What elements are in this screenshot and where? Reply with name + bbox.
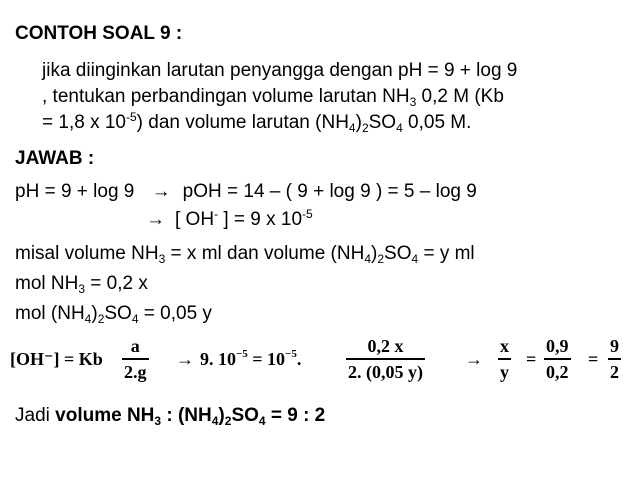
conclusion: Jadi volume $NH_3$ : $(NH_4)_2SO_4 = 9$ : 2 [15, 405, 326, 428]
formula-middle: 9. $10^{-5} = 10^{-5}$. [200, 348, 302, 369]
equals-sign: = [526, 349, 537, 369]
step-oh-concentration: → [ OH- ] = 9 x $10^{-5}$ [146, 207, 313, 230]
problem-title: CONTOH SOAL 9 : [15, 23, 183, 44]
fraction-9-over-2: 9 2 [610, 336, 619, 382]
buffer-formula [10, 333, 630, 389]
step-mol-nh3: mol $NH_3 = 0,2$ x [15, 273, 148, 296]
fraction-mol-ratio: 0,2 x 2. (0,05 y) [348, 336, 423, 382]
arrow-icon: → [146, 209, 165, 230]
question-line-2: , tentukan perbandingan volume larutan $NH_3$ 0,2 M (Kb [42, 86, 504, 109]
arrow-icon: → [151, 181, 171, 202]
equals-sign: = [588, 349, 599, 369]
formula-lhs: [OH⁻] = Kb [10, 349, 103, 369]
fraction-09-over-02: 0,9 0,2 [546, 336, 569, 382]
arrow-icon: → [465, 349, 483, 369]
question-line-1: jika diinginkan larutan penyangga dengan pH = 9 + log 9 [42, 60, 518, 81]
question-line-3: = 1,8 x $10^{-5}$) dan volume larutan $(NH_4)_2SO_4$ 0,05 M. [42, 110, 472, 135]
fraction-x-over-y: x y [500, 336, 509, 382]
arrow-icon: → [176, 349, 194, 369]
step-volume-assumption: misal volume $NH_3 = x$ ml dan volume $(NH_4)_2SO_4 = y$ ml [15, 243, 475, 266]
step-ph-to-poh: pH = 9 + log 9 → pOH = 14 – ( 9 + log 9 ) = 5 – log 9 [15, 181, 477, 202]
step-mol-ammonium-sulfate: mol $(NH_4)_2SO_4 = 0,05$ y [15, 303, 212, 326]
fraction-a-over-2g: a 2.g [124, 336, 147, 382]
answer-label: JAWAB : [15, 148, 95, 169]
